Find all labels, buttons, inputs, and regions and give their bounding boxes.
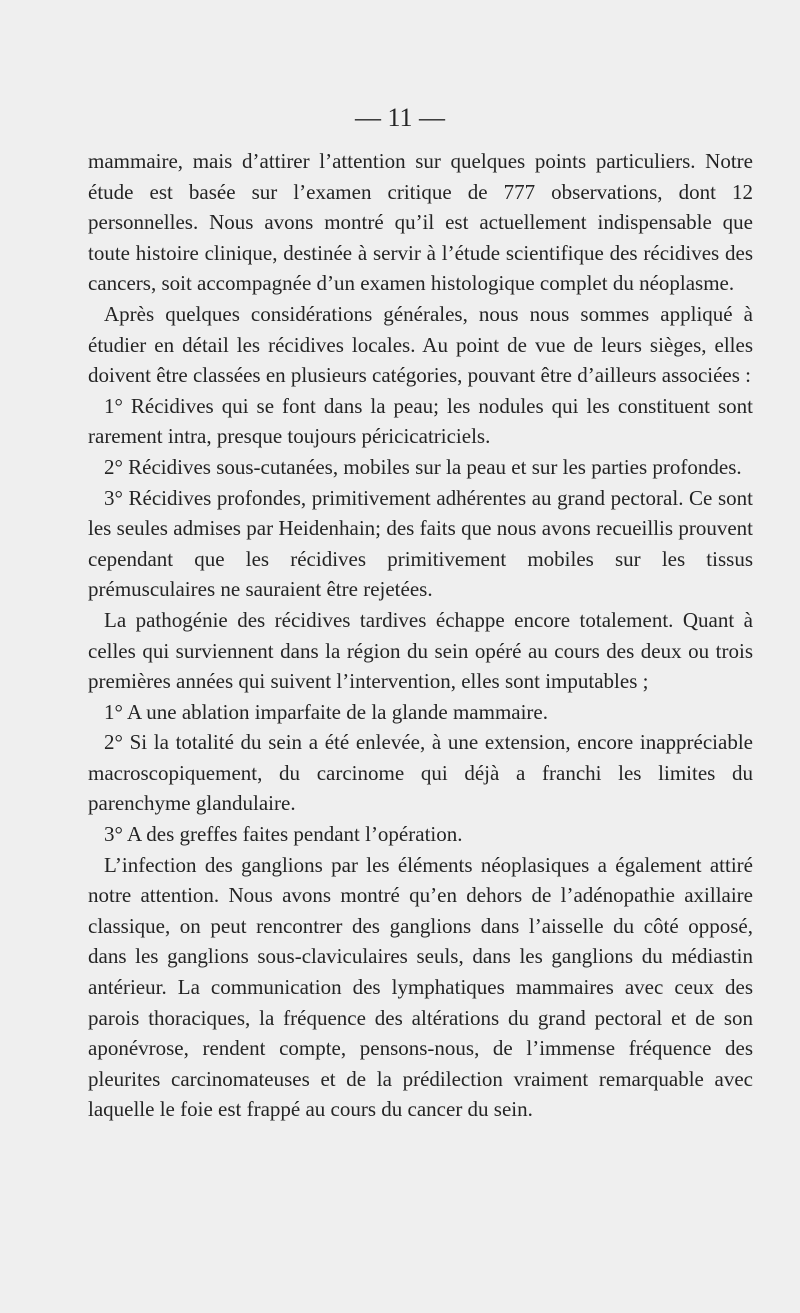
paragraph: 3° Récidives profondes, primitivement adhérentes au grand pectoral. Ce sont les seules admises par Heidenhain; des faits que nous avons recueillis prouvent cependant que les récidives primitivement mobiles sur les tissus prémusculaires ne sauraient être rejetées. bbox=[88, 485, 753, 602]
paragraph: 3° A des greffes faites pendant l’opération. bbox=[104, 822, 463, 847]
paragraph: 2° Récidives sous-cutanées, mobiles sur la peau et sur les parties profondes. bbox=[104, 454, 742, 479]
page-number: — 11 — bbox=[354, 103, 446, 132]
paragraph: 2° Si la totalité du sein a été enlevée, à une extension, encore inappréciable macroscopiquement, du carcinome qui déjà a franchi les limites du parenchyme glandulaire. bbox=[88, 730, 753, 816]
paragraph: La pathogénie des récidives tardives échappe encore totalement. Quant à celles qui surviennent dans la région du sein opéré au cours des deux ou trois premières années qui suivent l’intervention, elles sont imputables ; bbox=[88, 607, 753, 694]
body-text bbox=[88, 146, 753, 1125]
paragraph: 1° Récidives qui se font dans la peau; les nodules qui les constituent sont rarement intra, presque toujours péricicatriciels. bbox=[88, 393, 753, 449]
paragraph: 1° A une ablation imparfaite de la glande mammaire. bbox=[104, 699, 548, 724]
paragraph: Après quelques considérations générales, nous nous sommes appliqué à étudier en détail les récidives locales. Au point de vue de leurs sièges, elles doivent être classées en plusieurs catégories, pouvant être d’ailleurs associées : bbox=[88, 301, 753, 388]
paragraph: L’infection des ganglions par les éléments néoplasiques a également attiré notre attention. Nous avons montré qu’en dehors de l’adénopathie axillaire classique, on peut rencontrer des ganglions dans l’aisselle du côté opposé, dans les ganglions sous-claviculaires seuls, dans les ganglions du médiastin antérieur. La communication des lymphatiques mammaires avec ceux des parois thoraciques, la fréquence des altérations du grand pectoral et de son aponévrose, rendent compte, pensons-nous, de l’immense fréquence des pleurites carcinomateuses et de la prédilection vraiment remarquable avec laquelle le foie est frappé au cours du cancer du sein. bbox=[88, 852, 753, 1122]
paragraph: mammaire, mais d’attirer l’attention sur quelques points particuliers. Notre étude est basée sur l’examen critique de 777 observations, dont 12 personnelles. Nous avons montré qu’il est actuellement indispensable que toute histoire clinique, destinée à servir à l’étude scientifique des récidives des cancers, soit accompagnée d’un examen histologique complet du néoplasme. bbox=[88, 149, 753, 296]
